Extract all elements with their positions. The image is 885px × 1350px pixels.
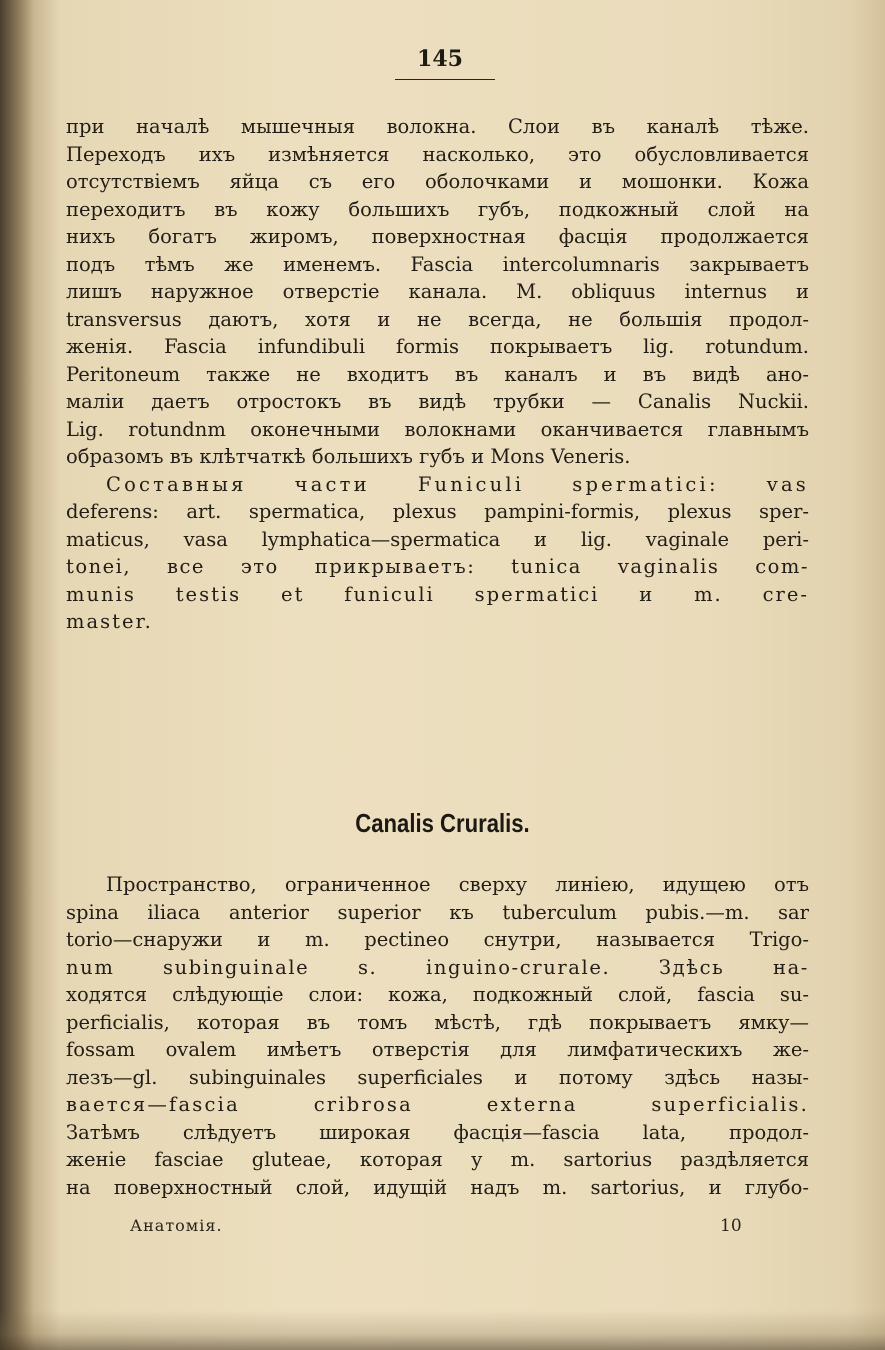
text-line: num subinguinale s. inguino-crurale. Здѣсь на- [66, 955, 809, 979]
text-line: master. [66, 610, 153, 633]
text-line: Переходъ ихъ измѣняется насколько, это обусловливается [66, 142, 809, 166]
text-line: Пространство, ограниченное сверху линіею, идущею отъ [106, 873, 809, 896]
text-line: при началѣ мышечныя волокна. Слои въ каналѣ тѣже. [66, 115, 809, 138]
text-line: Составныя части Funiculi spermatici: vas [106, 472, 809, 496]
text-line: ходятся слѣдующіе слои: кожа, подкожный слой, fascia su- [66, 983, 809, 1006]
text-line: лезъ—gl. subinguinales superficiales и потому здѣсь назы- [66, 1065, 809, 1089]
body-text-top [66, 113, 809, 636]
text-line: Lig. rotundnm оконечными волокнами оканчивается главнымъ [66, 417, 809, 441]
text-line: Peritoneum также не входитъ въ каналъ и въ видѣ ано- [66, 362, 809, 386]
text-line: maticus, vasa lymphatica—spermatica и lig. vaginale peri- [66, 527, 809, 551]
text-line: spina iliaca anterior superior къ tuberculum pubis.—m. sar [66, 900, 809, 924]
text-line: маліи даетъ отростокъ въ видѣ трубки — Canalis Nuckii. [66, 390, 809, 413]
text-line: женія. Fascia infundibuli formis покрываетъ lig. rotundum. [66, 335, 809, 358]
text-line: образомъ въ клѣтчаткѣ большихъ губъ и Mons Veneris. [66, 445, 631, 468]
text-line: torio—снаружи и m. pectineo снутри, называется Trigo- [66, 928, 809, 951]
text-line: нихъ богатъ жиромъ, поверхностная фасція продолжается [66, 225, 809, 248]
footer-signature-number: 10 [720, 1216, 742, 1236]
text-line: deferens: art. spermatica, plexus pampini-formis, plexus sper- [66, 500, 809, 523]
text-line: вается—fascia cribrosa externa superficialis. [66, 1093, 809, 1116]
section-title: Canalis Cruralis. [355, 808, 530, 838]
text-line: Затѣмъ слѣдуетъ широкая фасція—fascia lata, продол- [66, 1120, 809, 1144]
text-line: лишъ наружное отверстіе канала. M. obliquus internus и [66, 280, 809, 303]
text-line: munis testis et funiculi spermatici и m. cre- [66, 582, 809, 606]
header-rule [395, 79, 495, 80]
text-line: подъ тѣмъ же именемъ. Fascia intercolumnaris закрываетъ [66, 252, 809, 276]
text-line: на поверхностный слой, идущій надъ m. sartorius, и глубо- [66, 1175, 809, 1199]
text-line: женіе fasciae gluteae, которая у m. sartorius раздѣляется [66, 1148, 809, 1171]
body-text-bottom [66, 871, 809, 1201]
text-line: transversus даютъ, хотя и не всегда, не большія продол- [66, 307, 809, 331]
text-line: fossam ovalem имѣетъ отверстія для лимфатическихъ же- [66, 1038, 809, 1061]
text-line: переходитъ въ кожу большихъ губъ, подкожный слой на [66, 197, 809, 221]
text-line: отсутствіемъ яйца съ его оболочками и мошонки. Кожа [66, 170, 809, 193]
footer-running-title: Анатомія. [130, 1216, 223, 1235]
text-line: tonei, все это прикрываетъ: tunica vaginalis com- [66, 555, 809, 578]
text-line: perficialis, которая въ томъ мѣстѣ, гдѣ покрываетъ ямку— [66, 1010, 809, 1034]
page-number: 145 [417, 46, 463, 72]
